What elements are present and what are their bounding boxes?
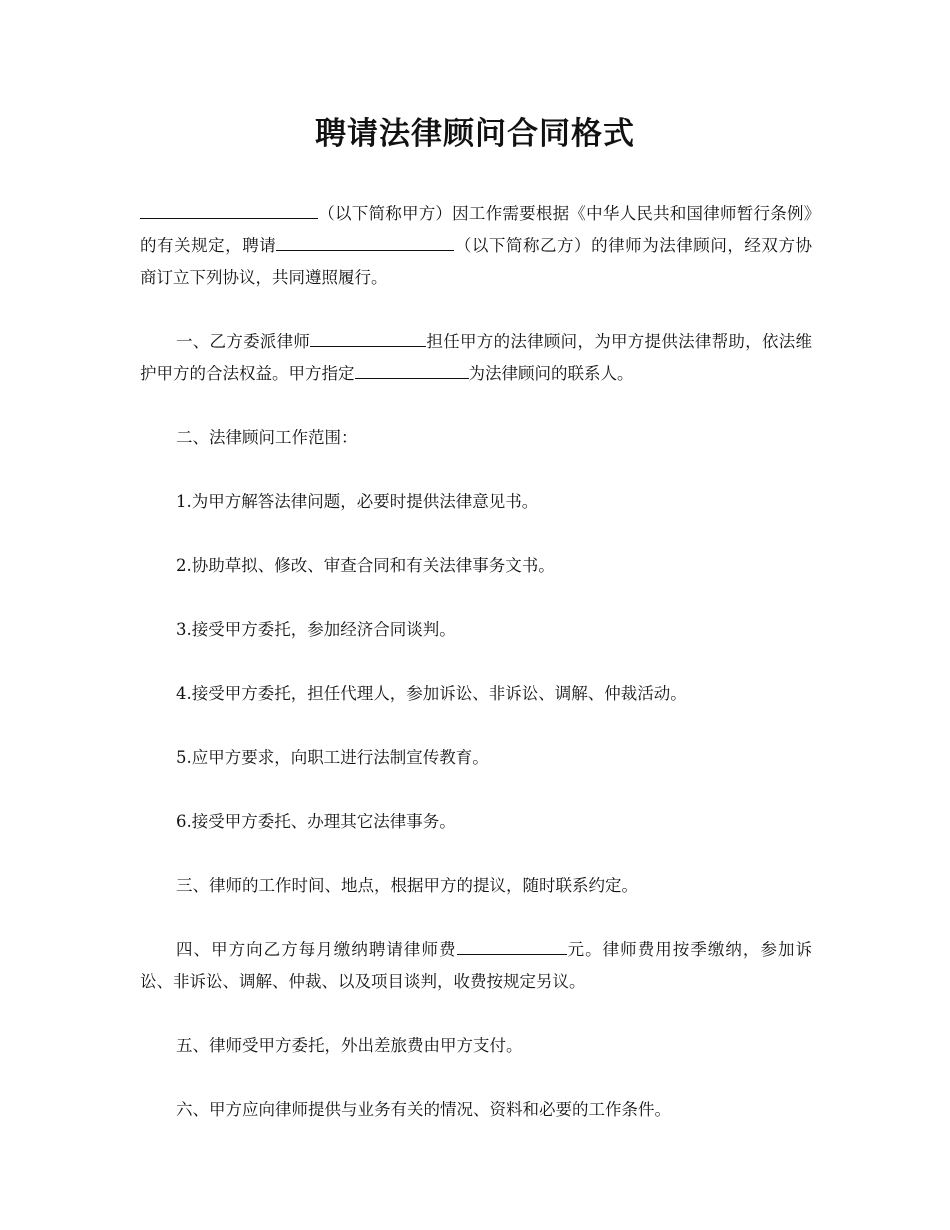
scope-item: 3.接受甲方委托，参加经济合同谈判。	[176, 620, 456, 639]
lawyer-name-blank[interactable]	[310, 328, 426, 347]
party-b-blank[interactable]	[276, 232, 454, 251]
contact-person-blank[interactable]	[355, 360, 469, 379]
clause-4-text-1: 四、甲方向乙方每月缴纳聘请律师费	[176, 940, 457, 959]
scope-item: 5.应甲方要求，向职工进行法制宣传教育。	[176, 748, 489, 767]
clause-5: 五、律师受甲方委托，外出差旅费由甲方支付。	[176, 1036, 523, 1055]
intro-text-2: （以下简称乙方）的律师为法律顾问，经双方协商订立下列协议，共同遵照履行。	[140, 236, 813, 287]
intro-paragraph	[140, 198, 812, 294]
clause-4	[140, 934, 812, 998]
clause-2-heading: 二、法律顾问工作范围：	[176, 428, 358, 447]
clause-1-text-1: 一、乙方委派律师	[176, 332, 311, 351]
intro-text-1: （以下简称甲方）因工作需要根据《中华人民共和国律师暂行条例》的有关规定，聘请	[140, 204, 812, 255]
scope-item: 2.协助草拟、修改、审查合同和有关法律事务文书。	[176, 556, 555, 575]
clause-4-text-2: 元。律师费用按季缴纳，参加诉讼、非诉讼、调解、仲裁、以及项目谈判，收费按规定另议。	[140, 940, 813, 991]
clause-1-text-2: 担任甲方的法律顾问，为甲方提供法律帮助，依法维护甲方的合法权益。甲方指定	[140, 332, 813, 383]
document-title: 聘请法律顾问合同格式	[315, 116, 635, 152]
scope-item: 1.为甲方解答法律问题，必要时提供法律意见书。	[176, 492, 539, 511]
clause-3: 三、律师的工作时间、地点，根据甲方的提议，随时联系约定。	[176, 876, 638, 895]
clause-1	[140, 326, 812, 390]
scope-item: 6.接受甲方委托、办理其它法律事务。	[176, 812, 456, 831]
fee-amount-blank[interactable]	[457, 936, 567, 955]
clause-1-text-3: 为法律顾问的联系人。	[468, 364, 634, 383]
party-a-blank[interactable]	[140, 200, 318, 219]
clause-6: 六、甲方应向律师提供与业务有关的情况、资料和必要的工作条件。	[176, 1100, 671, 1119]
scope-item: 4.接受甲方委托，担任代理人，参加诉讼、非诉讼、调解、仲裁活动。	[176, 684, 687, 703]
